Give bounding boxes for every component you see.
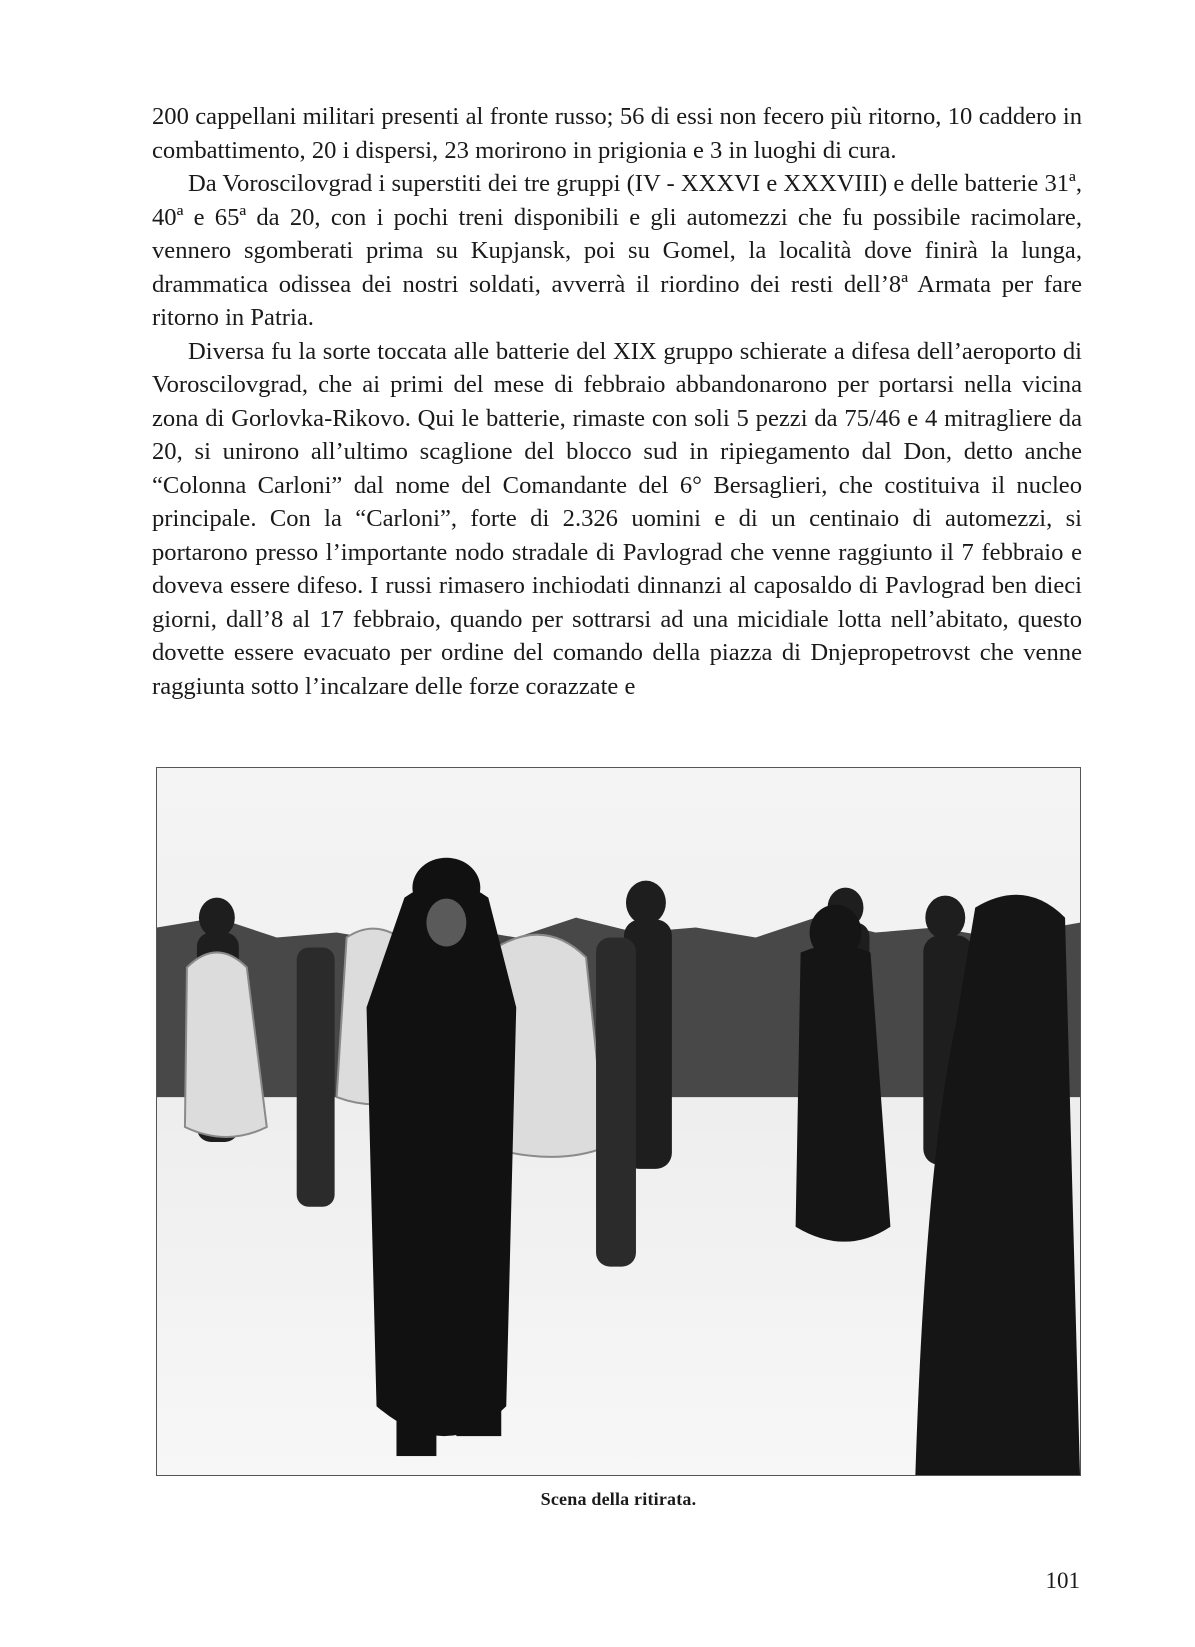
body-text [152,100,1082,703]
paragraph-2: Da Voroscilovgrad i superstiti dei tre gruppi (IV - XXXVI e XXXVIII) e delle batterie 31ª, 40ª e 65ª da 20, con i pochi treni disponibili e gli automezzi che fu possibile racimolare, vennero sgomberati prima su Kupjansk, poi su Gomel, la località dove finirà la lunga, drammatica odissea dei nostri soldati, avverrà il riordino dei resti dell’8ª Armata per fare ritorno in Patria. [152,170,1082,331]
retreat-photo-illustration [157,768,1080,1475]
retreat-photograph [156,767,1081,1476]
page-number: 101 [1045,1568,1080,1593]
paragraph-1: 200 cappellani militari presenti al fronte russo; 56 di essi non fecero più ritorno, 10 caddero in combattimento, 20 i dispersi, 23 morirono in prigionia e 3 in luoghi di cura. [152,103,1082,164]
paragraph-3: Diversa fu la sorte toccata alle batterie del XIX gruppo schierate a difesa dell’aeroporto di Voroscilovgrad, che ai primi del mese di febbraio abbandonarono per portarsi nella vicina zona di Gorlovka-Rikovo. Qui le batterie, rimaste con soli 5 pezzi da 75/46 e 4 mitragliere da 20, si unirono all’ultimo scaglione del blocco sud in ripiegamento dal Don, detto anche “Colonna Carloni” dal nome del Comandante del 6° Bersaglieri, che costituiva il nucleo principale. Con la “Carloni”, forte di 2.326 uomini e di un centinaio di automezzi, si portarono presso l’importante nodo stradale di Pavlograd che venne raggiunto il 7 febbraio e doveva essere difeso. I russi rimasero inchiodati dinnanzi al caposaldo di Pavlograd ben dieci giorni, dall’8 al 17 febbraio, quando per sottrarsi ad una micidiale lotta nell’abitato, questo dovette essere evacuato per ordine del comando della piazza di Dnjepropetrovst che venne raggiunta sotto l’incalzare delle forze corazzate e [152,337,1082,700]
figure-caption: Scena della ritirata. [540,1489,697,1509]
